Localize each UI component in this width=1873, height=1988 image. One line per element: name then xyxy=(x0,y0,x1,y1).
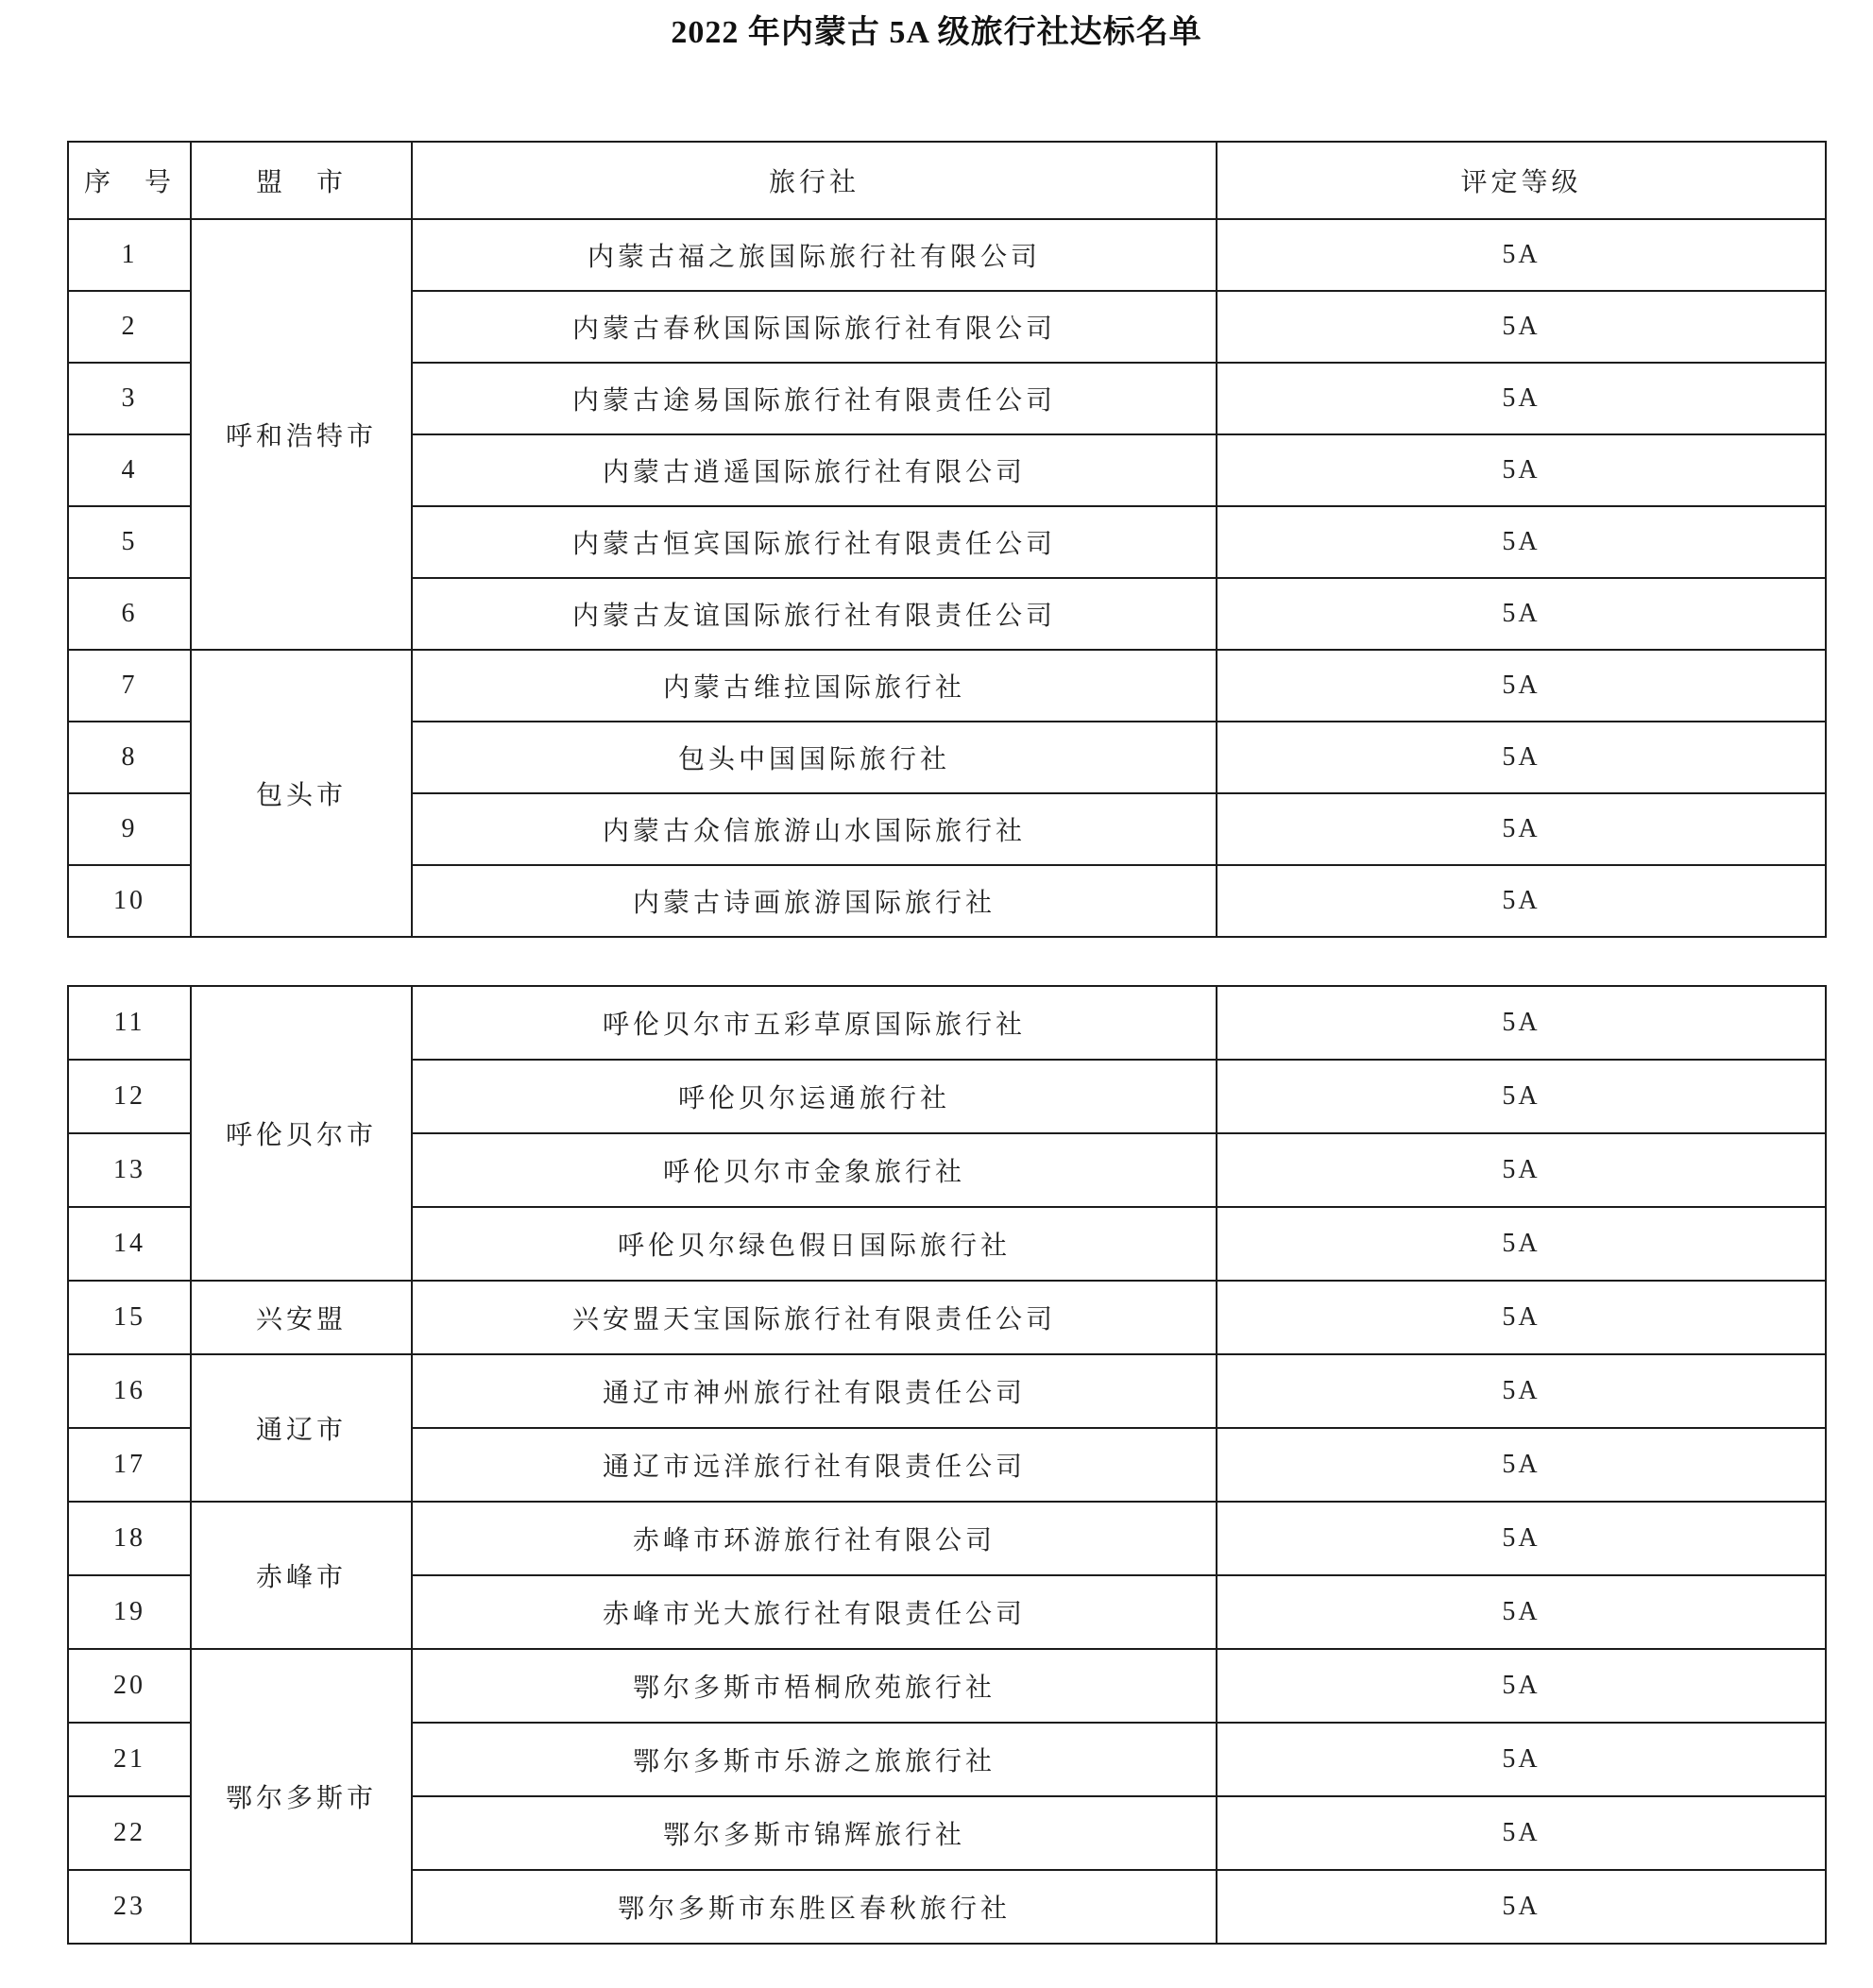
table-row xyxy=(68,986,1826,1060)
rating-cell: 5A xyxy=(1217,1354,1826,1428)
serial-number-cell: 23 xyxy=(68,1870,191,1944)
serial-number-cell: 1 xyxy=(68,219,191,291)
agency-name-cell: 内蒙古诗画旅游国际旅行社 xyxy=(412,865,1217,937)
serial-number-cell: 20 xyxy=(68,1649,191,1723)
table-row xyxy=(68,650,1826,722)
rating-cell: 5A xyxy=(1217,986,1826,1060)
column-header-city: 盟 市 xyxy=(191,142,412,219)
city-cell: 通辽市 xyxy=(191,1354,412,1502)
city-cell: 赤峰市 xyxy=(191,1502,412,1649)
agency-name-cell: 兴安盟天宝国际旅行社有限责任公司 xyxy=(412,1281,1217,1354)
agency-name-cell: 通辽市远洋旅行社有限责任公司 xyxy=(412,1428,1217,1502)
agency-name-cell: 通辽市神州旅行社有限责任公司 xyxy=(412,1354,1217,1428)
serial-number-cell: 13 xyxy=(68,1133,191,1207)
serial-number-cell: 17 xyxy=(68,1428,191,1502)
rating-cell: 5A xyxy=(1217,650,1826,722)
table-body xyxy=(68,142,1826,937)
agency-name-cell: 赤峰市光大旅行社有限责任公司 xyxy=(412,1575,1217,1649)
serial-number-cell: 22 xyxy=(68,1796,191,1870)
rating-cell: 5A xyxy=(1217,1207,1826,1281)
city-cell: 呼伦贝尔市 xyxy=(191,986,412,1281)
rating-cell: 5A xyxy=(1217,1575,1826,1649)
agency-name-cell: 赤峰市环游旅行社有限公司 xyxy=(412,1502,1217,1575)
rating-cell: 5A xyxy=(1217,291,1826,363)
agency-name-cell: 鄂尔多斯市东胜区春秋旅行社 xyxy=(412,1870,1217,1944)
serial-number-cell: 4 xyxy=(68,434,191,506)
city-cell: 鄂尔多斯市 xyxy=(191,1649,412,1944)
table-row xyxy=(68,1502,1826,1575)
rating-cell: 5A xyxy=(1217,506,1826,578)
agency-name-cell: 鄂尔多斯市乐游之旅旅行社 xyxy=(412,1723,1217,1796)
serial-number-cell: 16 xyxy=(68,1354,191,1428)
header-row xyxy=(68,142,1826,219)
serial-number-cell: 8 xyxy=(68,722,191,793)
agency-name-cell: 内蒙古友谊国际旅行社有限责任公司 xyxy=(412,578,1217,650)
serial-number-cell: 10 xyxy=(68,865,191,937)
rating-cell: 5A xyxy=(1217,1502,1826,1575)
column-header-serial: 序 号 xyxy=(68,142,191,219)
agency-name-cell: 鄂尔多斯市梧桐欣苑旅行社 xyxy=(412,1649,1217,1723)
rating-cell: 5A xyxy=(1217,722,1826,793)
rating-cell: 5A xyxy=(1217,1281,1826,1354)
agency-table-section-2 xyxy=(67,985,1827,1945)
city-cell: 兴安盟 xyxy=(191,1281,412,1354)
agency-name-cell: 内蒙古途易国际旅行社有限责任公司 xyxy=(412,363,1217,434)
serial-number-cell: 6 xyxy=(68,578,191,650)
agency-name-cell: 内蒙古福之旅国际旅行社有限公司 xyxy=(412,219,1217,291)
serial-number-cell: 3 xyxy=(68,363,191,434)
agency-name-cell: 呼伦贝尔运通旅行社 xyxy=(412,1060,1217,1133)
agency-name-cell: 内蒙古众信旅游山水国际旅行社 xyxy=(412,793,1217,865)
serial-number-cell: 18 xyxy=(68,1502,191,1575)
serial-number-cell: 21 xyxy=(68,1723,191,1796)
rating-cell: 5A xyxy=(1217,865,1826,937)
serial-number-cell: 11 xyxy=(68,986,191,1060)
rating-cell: 5A xyxy=(1217,1796,1826,1870)
table-body xyxy=(68,986,1826,1944)
rating-cell: 5A xyxy=(1217,1723,1826,1796)
table-row xyxy=(68,219,1826,291)
agency-name-cell: 包头中国国际旅行社 xyxy=(412,722,1217,793)
rating-cell: 5A xyxy=(1217,1428,1826,1502)
serial-number-cell: 2 xyxy=(68,291,191,363)
city-cell: 呼和浩特市 xyxy=(191,219,412,650)
rating-cell: 5A xyxy=(1217,1133,1826,1207)
rating-cell: 5A xyxy=(1217,1649,1826,1723)
serial-number-cell: 14 xyxy=(68,1207,191,1281)
agency-name-cell: 呼伦贝尔绿色假日国际旅行社 xyxy=(412,1207,1217,1281)
agency-name-cell: 内蒙古春秋国际国际旅行社有限公司 xyxy=(412,291,1217,363)
rating-cell: 5A xyxy=(1217,1060,1826,1133)
table-row xyxy=(68,1649,1826,1723)
agency-table-section-1 xyxy=(67,141,1827,938)
agency-name-cell: 呼伦贝尔市五彩草原国际旅行社 xyxy=(412,986,1217,1060)
rating-cell: 5A xyxy=(1217,363,1826,434)
serial-number-cell: 15 xyxy=(68,1281,191,1354)
agency-name-cell: 呼伦贝尔市金象旅行社 xyxy=(412,1133,1217,1207)
rating-cell: 5A xyxy=(1217,578,1826,650)
rating-cell: 5A xyxy=(1217,793,1826,865)
rating-cell: 5A xyxy=(1217,1870,1826,1944)
agency-name-cell: 内蒙古恒宾国际旅行社有限责任公司 xyxy=(412,506,1217,578)
serial-number-cell: 9 xyxy=(68,793,191,865)
agency-name-cell: 内蒙古维拉国际旅行社 xyxy=(412,650,1217,722)
serial-number-cell: 19 xyxy=(68,1575,191,1649)
column-header-rating: 评定等级 xyxy=(1217,142,1826,219)
rating-cell: 5A xyxy=(1217,434,1826,506)
city-cell: 包头市 xyxy=(191,650,412,937)
rating-cell: 5A xyxy=(1217,219,1826,291)
column-header-agency: 旅行社 xyxy=(412,142,1217,219)
page-title: 2022 年内蒙古 5A 级旅行社达标名单 xyxy=(671,15,1202,50)
agency-name-cell: 内蒙古逍遥国际旅行社有限公司 xyxy=(412,434,1217,506)
table-row xyxy=(68,1281,1826,1354)
serial-number-cell: 5 xyxy=(68,506,191,578)
serial-number-cell: 12 xyxy=(68,1060,191,1133)
serial-number-cell: 7 xyxy=(68,650,191,722)
agency-name-cell: 鄂尔多斯市锦辉旅行社 xyxy=(412,1796,1217,1870)
table-row xyxy=(68,1354,1826,1428)
